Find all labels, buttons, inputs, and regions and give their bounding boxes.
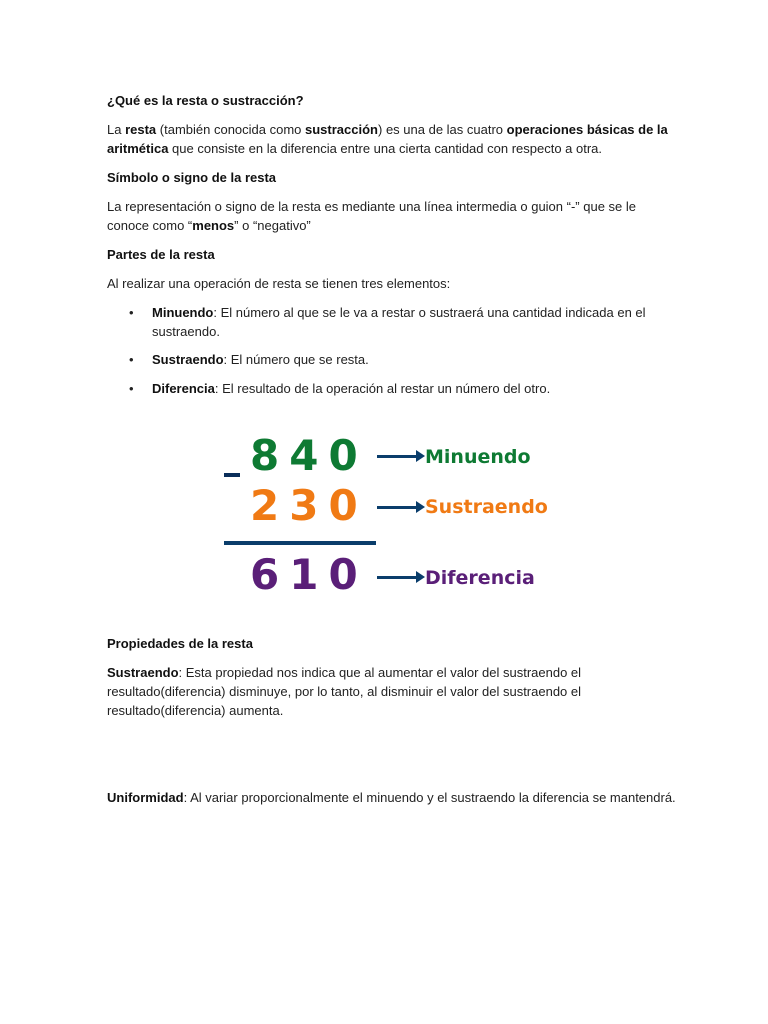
term-aritmetica: aritmética xyxy=(107,141,169,156)
subtraction-diagram xyxy=(222,425,552,600)
property-sustraendo-line-1: Sustraendo: Esta propiedad nos indica que al aumentar el valor del sustraendo el xyxy=(107,665,582,680)
arrow-right-icon xyxy=(377,576,419,579)
label-minuendo: Minuendo xyxy=(425,446,531,468)
minus-sign xyxy=(224,473,240,477)
intro-paragraph-line-2: aritmética que consiste en la diferencia entre una cierta cantidad con respecto a otra. xyxy=(107,141,603,156)
label-sustraendo: Sustraendo xyxy=(425,496,548,518)
parts-intro: Al realizar una operación de resta se tienen tres elementos: xyxy=(107,276,451,291)
term-operaciones: operaciones básicas de la xyxy=(506,122,668,137)
bullet-icon: • xyxy=(129,381,134,396)
term-menos: menos xyxy=(192,218,235,233)
properties-heading: Propiedades de la resta xyxy=(107,636,253,651)
term-sustraccion: sustracción xyxy=(305,122,378,137)
subtrahend-number: 230 xyxy=(250,481,368,530)
property-sustraendo-line-2: resultado(diferencia) disminuye, por lo tanto, al disminuir el valor del sustraendo el xyxy=(107,684,582,699)
question-heading: ¿Qué es la resta o sustracción? xyxy=(107,93,304,108)
result-rule xyxy=(224,541,376,545)
minuend-number: 840 xyxy=(250,431,368,480)
bullet-icon: • xyxy=(129,352,134,367)
parts-heading: Partes de la resta xyxy=(107,247,215,262)
arrow-right-icon xyxy=(377,506,419,509)
symbol-heading: Símbolo o signo de la resta xyxy=(107,170,277,185)
symbol-line-1: La representación o signo de la resta es mediante una línea intermedia o guion “-” que se le xyxy=(107,199,636,214)
term-resta: resta xyxy=(125,122,157,137)
symbol-line-2: conoce como “menos” o “negativo” xyxy=(107,218,311,233)
bullet-icon: • xyxy=(129,305,134,320)
property-uniformidad: Uniformidad: Al variar proporcionalmente el minuendo y el sustraendo la diferencia se mantendrá. xyxy=(107,790,676,805)
intro-paragraph-line-1: La resta (también conocida como sustracción) es una de las cuatro operaciones básicas de la xyxy=(107,122,668,137)
arrow-right-icon xyxy=(377,455,419,458)
label-diferencia: Diferencia xyxy=(425,567,535,589)
property-sustraendo-line-3: resultado(diferencia) aumenta. xyxy=(107,703,284,718)
difference-number: 610 xyxy=(250,550,368,599)
